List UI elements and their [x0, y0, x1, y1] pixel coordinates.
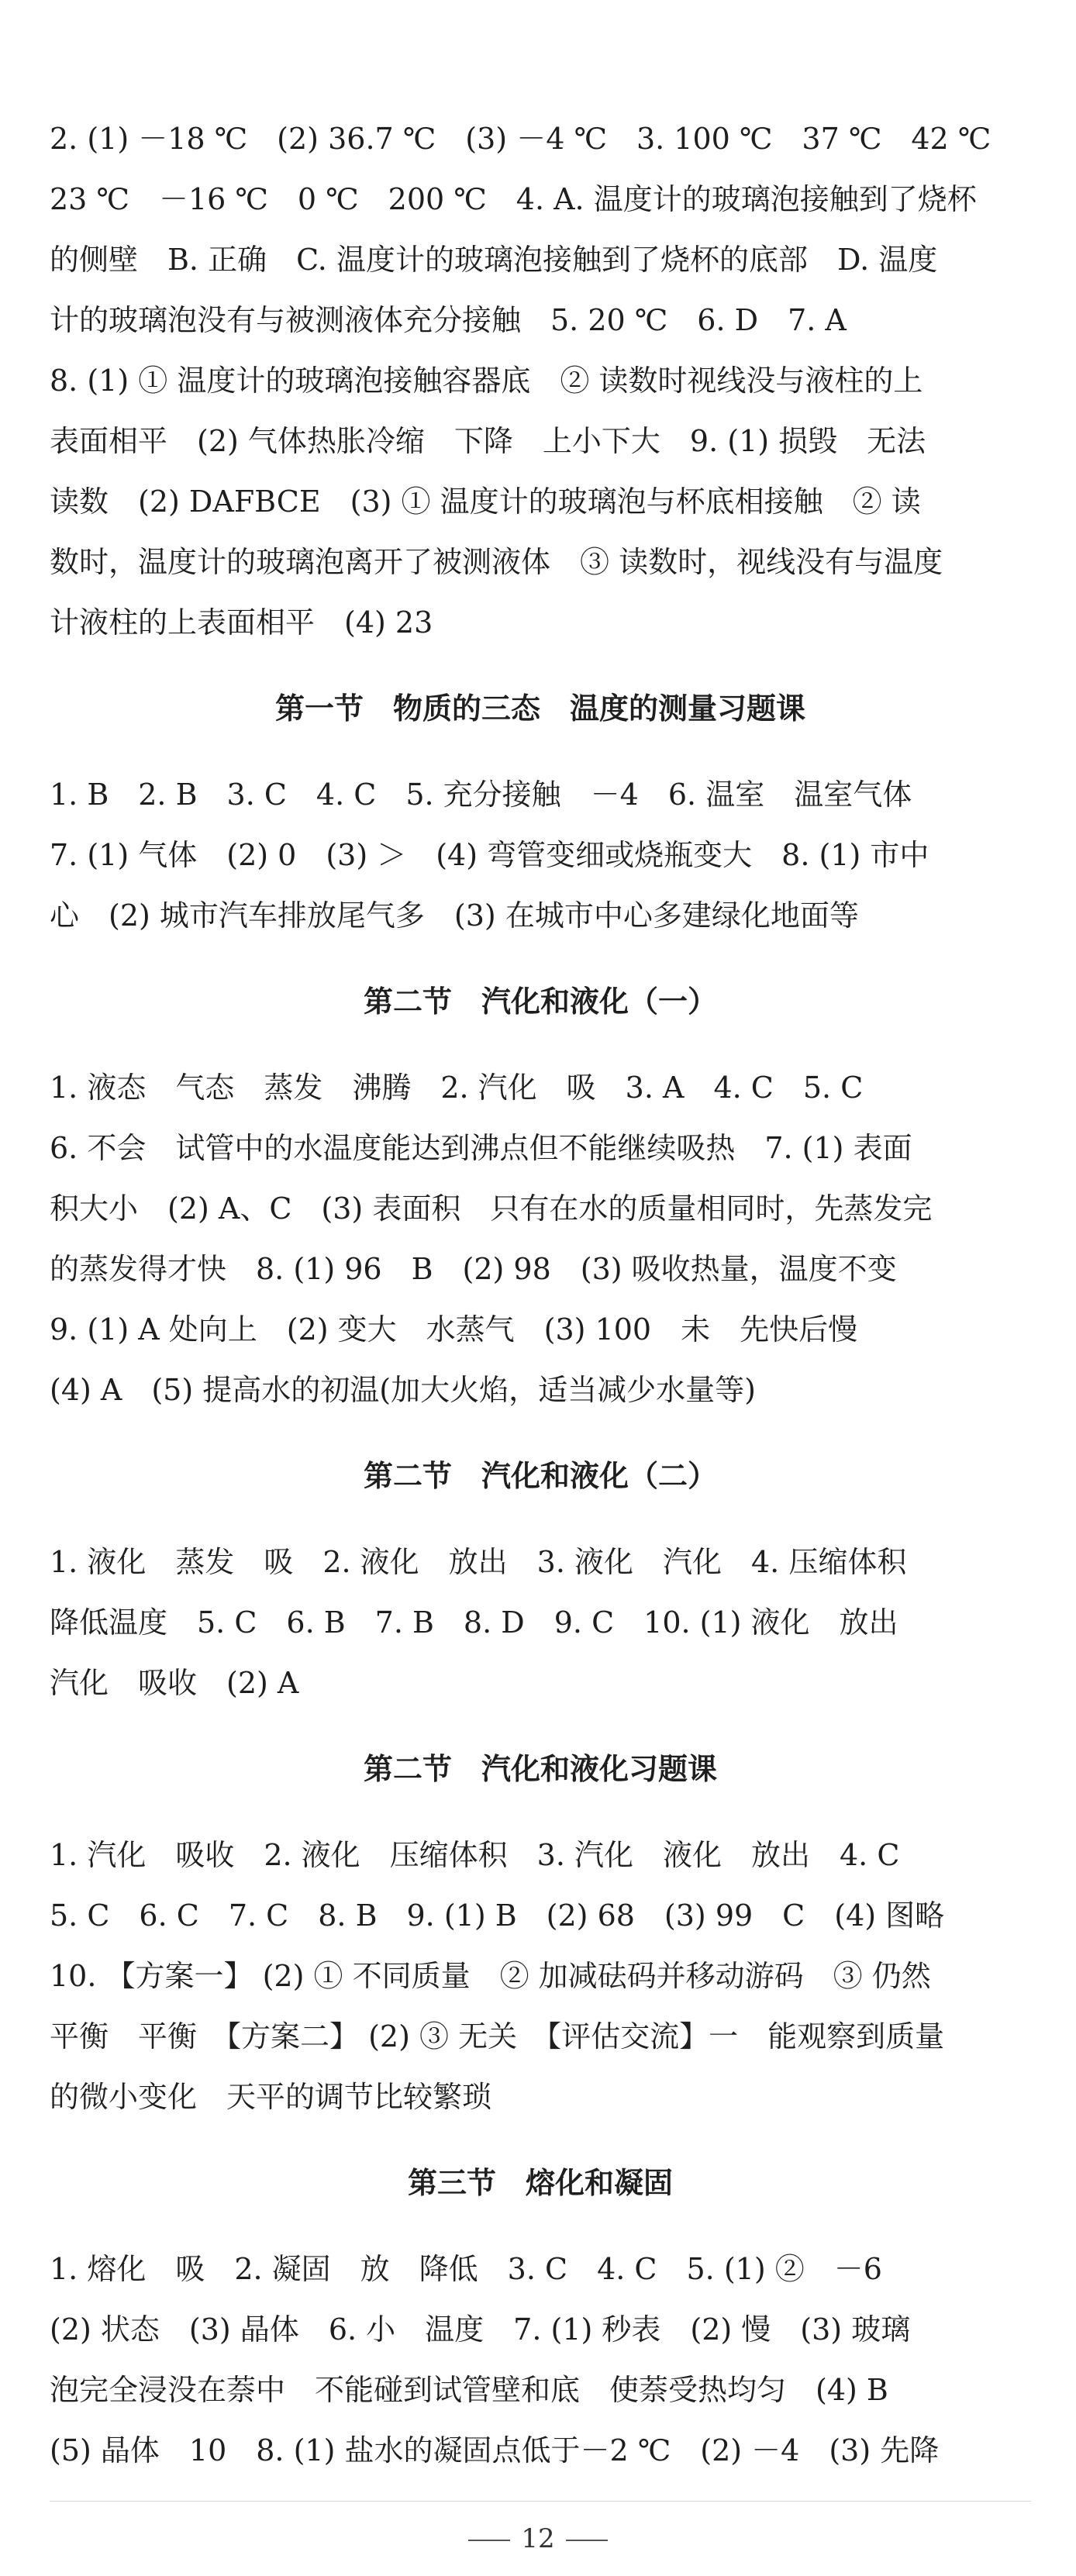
footer-divider	[50, 2501, 1031, 2502]
answer-line: 2. (1) －18 ℃ (2) 36.7 ℃ (3) －4 ℃ 3. 100 ℃ 37 ℃ 42 ℃	[50, 122, 992, 156]
section-title: 第二节 汽化和液化习题课	[363, 1752, 717, 1786]
answer-line: 6. 不会 试管中的水温度能达到沸点但不能继续吸热 7. (1) 表面	[50, 1131, 912, 1165]
answer-line: 1. 液态 气态 蒸发 沸腾 2. 汽化 吸 3. A 4. C 5. C	[50, 1071, 864, 1105]
answer-line: (2) 状态 (3) 晶体 6. 小 温度 7. (1) 秒表 (2) 慢 (3) 玻璃	[50, 2312, 911, 2347]
answer-line: 平衡 平衡 【方案二】 (2) ③ 无关 【评估交流】一 能观察到质量	[50, 2019, 945, 2054]
answer-line: 降低温度 5. C 6. B 7. B 8. D 9. C 10. (1) 液化 放出	[50, 1605, 898, 1640]
dash-left	[468, 2540, 510, 2541]
section-title: 第一节 物质的三态 温度的测量习题课	[274, 691, 805, 726]
answer-line: 数时，温度计的玻璃泡离开了被测液体 ③ 读数时，视线没有与温度	[50, 545, 943, 579]
answer-line: 1. 液化 蒸发 吸 2. 液化 放出 3. 液化 汽化 4. 压缩体积	[50, 1545, 907, 1579]
answer-content	[50, 109, 1031, 2481]
answer-line: 的蒸发得才快 8. (1) 96 B (2) 98 (3) 吸收热量，温度不变	[50, 1252, 897, 1286]
answer-line: 积大小 (2) A、C (3) 表面积 只有在水的质量相同时，先蒸发完	[50, 1191, 933, 1226]
answer-line: 1. B 2. B 3. C 4. C 5. 充分接触 －4 6. 温室 温室气体	[50, 778, 912, 812]
answer-line: 心 (2) 城市汽车排放尾气多 (3) 在城市中心多建绿化地面等	[50, 898, 859, 933]
answer-line: 泡完全浸没在萘中 不能碰到试管壁和底 使萘受热均匀 (4) B	[50, 2373, 888, 2407]
answer-line: 9. (1) A 处向上 (2) 变大 水蒸气 (3) 100 未 先快后慢	[50, 1312, 858, 1347]
section-title: 第三节 熔化和凝固	[407, 2166, 673, 2200]
answer-line: 的侧壁 B. 正确 C. 温度计的玻璃泡接触到了烧杯的底部 D. 温度	[50, 243, 938, 277]
answer-line: 23 ℃ －16 ℃ 0 ℃ 200 ℃ 4. A. 温度计的玻璃泡接触到了烧杯	[50, 182, 977, 216]
answer-line: 7. (1) 气体 (2) 0 (3) ＞ (4) 弯管变细或烧瓶变大 8. (1) 市中	[50, 838, 929, 872]
answer-line: 计的玻璃泡没有与被测液体充分接触 5. 20 ℃ 6. D 7. A	[50, 303, 847, 337]
page-number-value: 12	[521, 2523, 555, 2554]
section-title: 第二节 汽化和液化（二）	[363, 1459, 717, 1493]
answer-line: 的微小变化 天平的调节比较繁琐	[50, 2080, 492, 2114]
answer-line: 计液柱的上表面相平 (4) 23	[50, 605, 433, 640]
answers-block-5	[50, 1825, 1031, 2127]
answers-block-6	[50, 2239, 1031, 2481]
answers-block-3	[50, 1057, 1031, 1420]
page-number	[0, 2523, 1076, 2554]
answer-line: 1. 汽化 吸收 2. 液化 压缩体积 3. 汽化 液化 放出 4. C	[50, 1838, 900, 1872]
answers-block-4	[50, 1532, 1031, 1713]
answers-block-2	[50, 764, 1031, 946]
section-title: 第二节 汽化和液化（一）	[363, 985, 717, 1019]
answer-line: (4) A (5) 提高水的初温(加大火焰，适当减少水量等)	[50, 1373, 756, 1407]
answers-block-1	[50, 109, 1031, 653]
answer-line: 读数 (2) DAFBCE (3) ① 温度计的玻璃泡与杯底相接触 ② 读	[50, 485, 921, 519]
answer-line: 8. (1) ① 温度计的玻璃泡接触容器底 ② 读数时视线没与液柱的上	[50, 364, 923, 398]
answer-line: 表面相平 (2) 气体热胀冷缩 下降 上小下大 9. (1) 损毁 无法	[50, 424, 926, 458]
answer-line: 5. C 6. C 7. C 8. B 9. (1) B (2) 68 (3) 99 C (4) 图略	[50, 1898, 945, 1933]
answer-line: (5) 晶体 10 8. (1) 盐水的凝固点低于－2 ℃ (2) －4 (3) 先降	[50, 2433, 940, 2467]
answer-line: 汽化 吸收 (2) A	[50, 1666, 299, 1700]
answer-line: 10. 【方案一】 (2) ① 不同质量 ② 加减砝码并移动游码 ③ 仍然	[50, 1959, 931, 1993]
dash-right	[566, 2540, 608, 2541]
answer-line: 1. 熔化 吸 2. 凝固 放 降低 3. C 4. C 5. (1) ② －6	[50, 2252, 882, 2286]
